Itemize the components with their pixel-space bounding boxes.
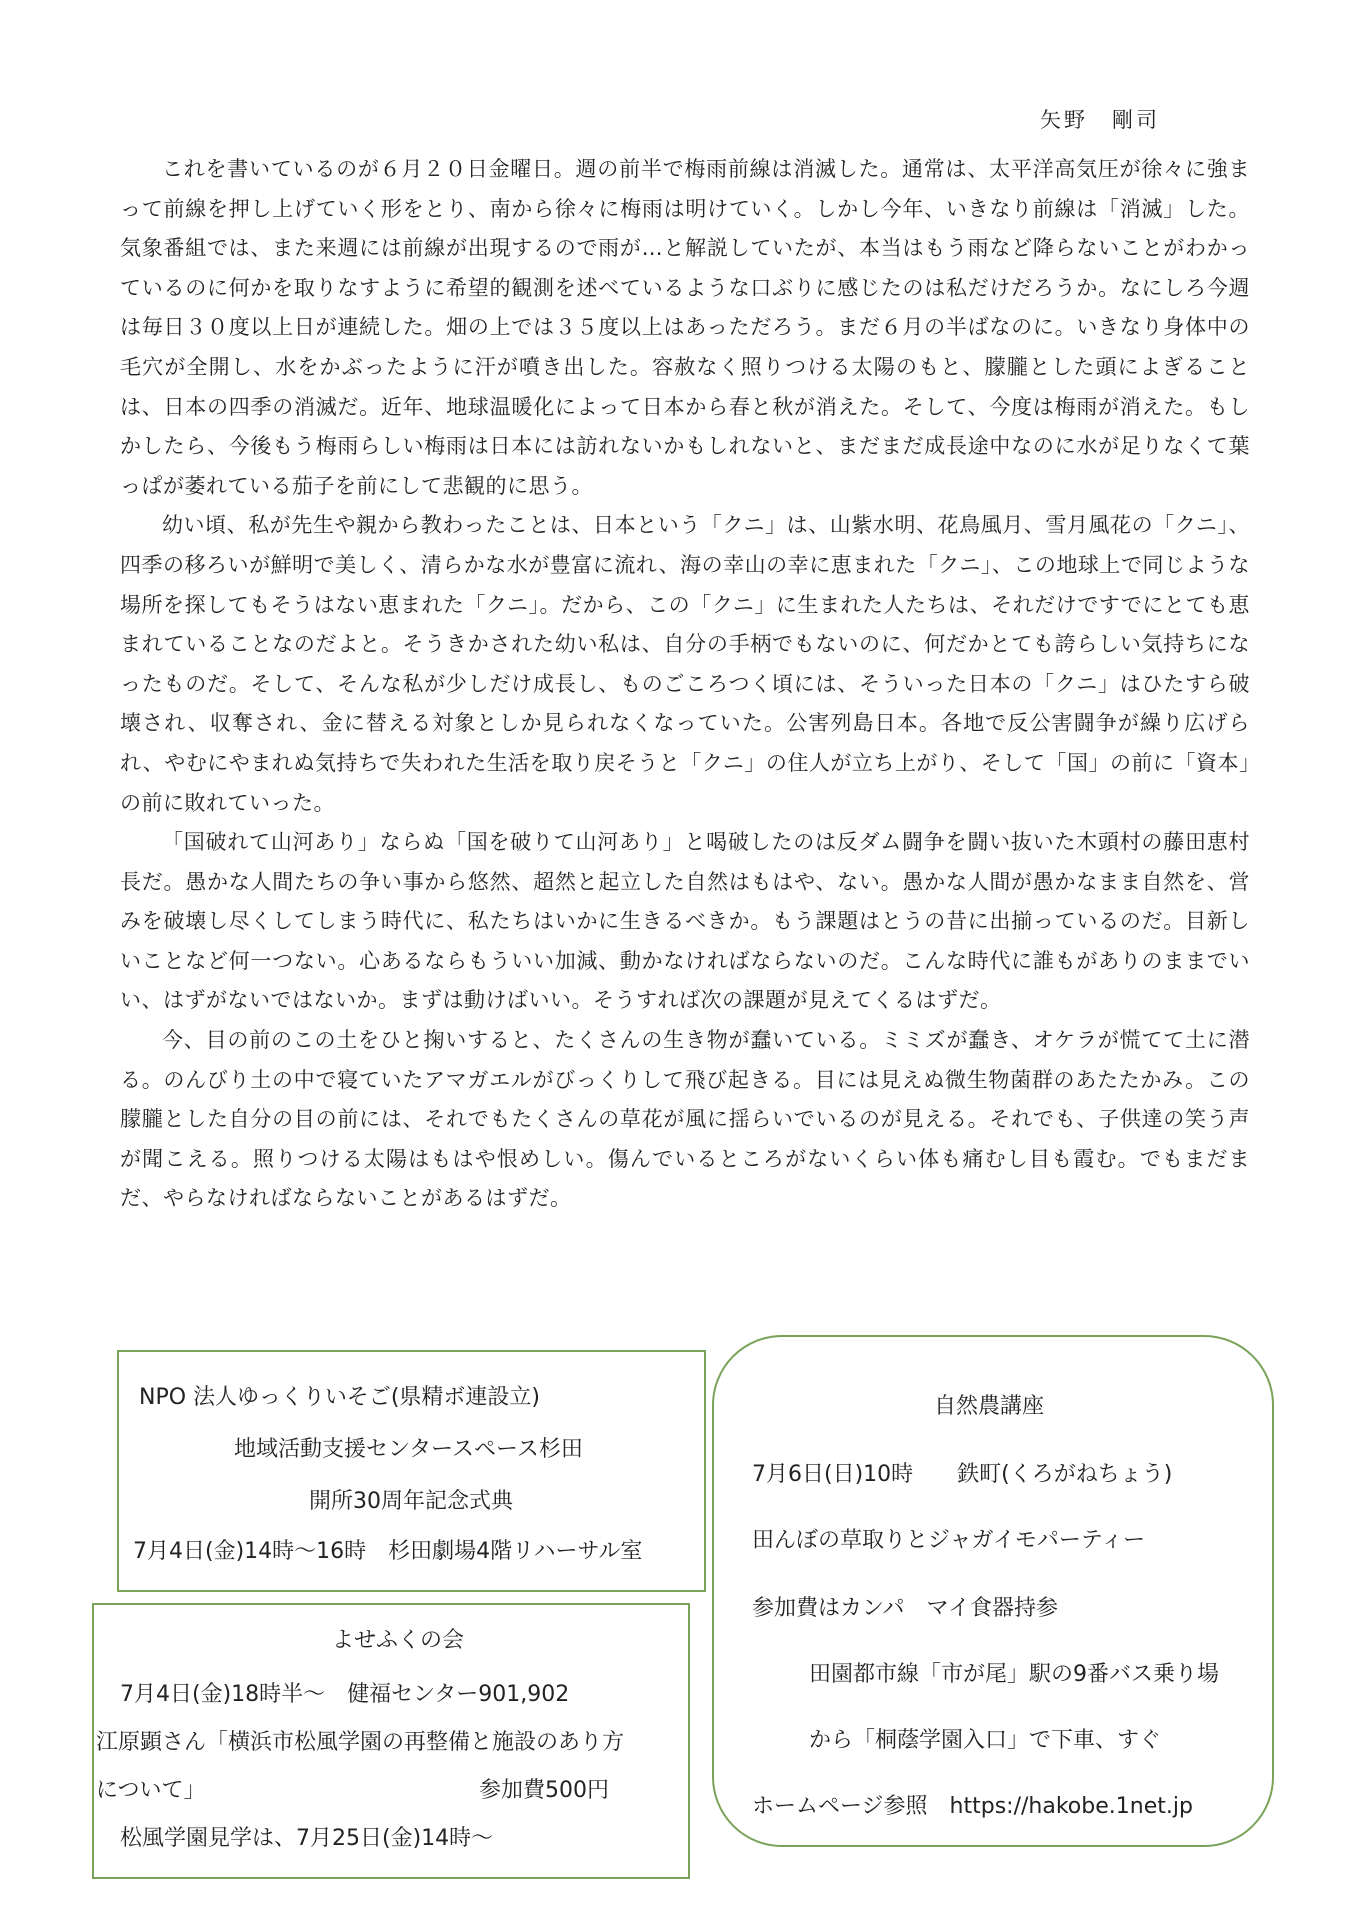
essay-paragraph: 幼い頃、私が先生や親から教わったことは、日本という「クニ」は、山紫水明、花鳥風月、雪月風花の「クニ」、四季の移ろいが鮮明で美しく、清らかな水が豊富に流れ、海の幸山の幸に恵まれた「クニ」、この地球上で同じような場所を探してもそうはない恵まれた「クニ」。だから、この「クニ」に生まれた人たちは、それだけですでにとても恵まれていることなのだよと。そうきかされた幼い私は、自分の手柄でもないのに、何だかとても誇らしい気持ちになったものだ。そして、そんな私が少しだけ成長し、ものごころつく頃には、そういった日本の「クニ」はひたすら破壊され、収奪され、金に替える対象としか見られなくなっていた。公害列島日本。各地で反公害闘争が繰り広げられ、やむにやまれぬ気持ちで失われた生活を取り戻そうと「クニ」の住人が立ち上がり、そして「国」の前に「資本」の前に敗れていった。 [120, 513, 1250, 815]
npo-org-name: NPO 法人ゆっくりいそご(県精ボ連設立) [139, 1385, 540, 1410]
nature-title: 自然農講座 [934, 1394, 1045, 1419]
essay-body [120, 150, 1250, 1219]
npo-center-name: 地域活動支援センタースペース杉田 [234, 1437, 583, 1462]
yosefuku-datetime: 7月4日(金)18時半～ 健福センター901,902 [120, 1682, 570, 1707]
yosefuku-event-box [92, 1603, 690, 1879]
nature-farming-box [712, 1335, 1274, 1847]
nature-access-1: 田園都市線「市が尾」駅の9番バス乗り場 [809, 1662, 1219, 1687]
author-name: 矢野 剛司 [1040, 108, 1160, 132]
essay-paragraph: これを書いているのが６月２０日金曜日。週の前半で梅雨前線は消滅した。通常は、太平洋高気圧が徐々に強まって前線を押し上げていく形をとり、南から徐々に梅雨は明けていく。しかし今年、いきなり前線は「消滅」した。気象番組では、また来週には前線が出現するので雨が…と解説していたが、本当はもう雨など降らないことがわかっているのに何かを取りなすように希望的観測を述べているような口ぶりに感じたのは私だけだろうか。なにしろ今週は毎日３０度以上日が連続した。畑の上では３５度以上はあっただろう。まだ６月の半ばなのに。いきなり身体中の毛穴が全開し、水をかぶったように汗が噴き出した。容赦なく照りつける太陽のもと、朦朧とした頭によぎることは、日本の四季の消滅だ。近年、地球温暖化によって日本から春と秋が消えた。そして、今度は梅雨が消えた。もしかしたら、今後もう梅雨らしい梅雨は日本には訪れないかもしれないと、まだまだ成長途中なのに水が足りなくて葉っぱが萎れている茄子を前にして悲観的に思う。 [120, 157, 1250, 498]
essay-paragraph: 「国破れて山河あり」ならぬ「国を破りて山河あり」と喝破したのは反ダム闘争を闘い抜いた木頭村の藤田恵村長だ。愚かな人間たちの争い事から悠然、超然と起立した自然はもはや、ない。愚かな人間が愚かなまま自然を、営みを破壊し尽くしてしまう時代に、私たちはいかに生きるべきか。もう課題はとうの昔に出揃っているのだ。目新しいことなど何一つない。心あるならもういい加減、動かなければならないのだ。こんな時代に誰もがありのままでいい、はずがないではないか。まずは動けばいい。そうすれば次の課題が見えてくるはずだ。 [120, 830, 1250, 1013]
yosefuku-speaker: 江原顕さん「横浜市松風学園の再整備と施設のあり方 [96, 1730, 625, 1755]
yosefuku-title: よせふくの会 [332, 1628, 465, 1653]
yosefuku-fee: 参加費500円 [479, 1778, 609, 1803]
nature-access-2: から「桐蔭学園入口」で下車、すぐ [809, 1728, 1162, 1753]
nature-fee: 参加費はカンパ マイ食器持参 [752, 1596, 1059, 1621]
npo-event-datetime: 7月4日(金)14時～16時 杉田劇場4階リハーサル室 [133, 1539, 643, 1564]
npo-event-box [117, 1350, 706, 1592]
yosefuku-topic-end: について」 [96, 1778, 206, 1803]
nature-datetime: 7月6日(日)10時 鉄町(くろがねちょう) [752, 1462, 1173, 1487]
npo-event-title: 開所30周年記念式典 [309, 1489, 513, 1514]
nature-activity: 田んぼの草取りとジャガイモパーティー [752, 1528, 1146, 1553]
nature-homepage: ホームページ参照 https://hakobe.1net.jp [752, 1794, 1193, 1819]
essay-paragraph: 今、目の前のこの土をひと掬いすると、たくさんの生き物が蠢いている。ミミズが蠢き、オケラが慌てて土に潜る。のんびり土の中で寝ていたアマガエルがびっくりして飛び起きる。目には見えぬ微生物菌群のあたたかみ。この朦朧とした自分の目の前には、それでもたくさんの草花が風に揺らいでいるのが見える。それでも、子供達の笑う声が聞こえる。照りつける太陽はもはや恨めしい。傷んでいるところがないくらい体も痛むし目も霞む。でもまだまだ、やらなければならないことがあるはずだ。 [120, 1028, 1250, 1211]
yosefuku-visit: 松風学園見学は、7月25日(金)14時～ [120, 1826, 494, 1851]
